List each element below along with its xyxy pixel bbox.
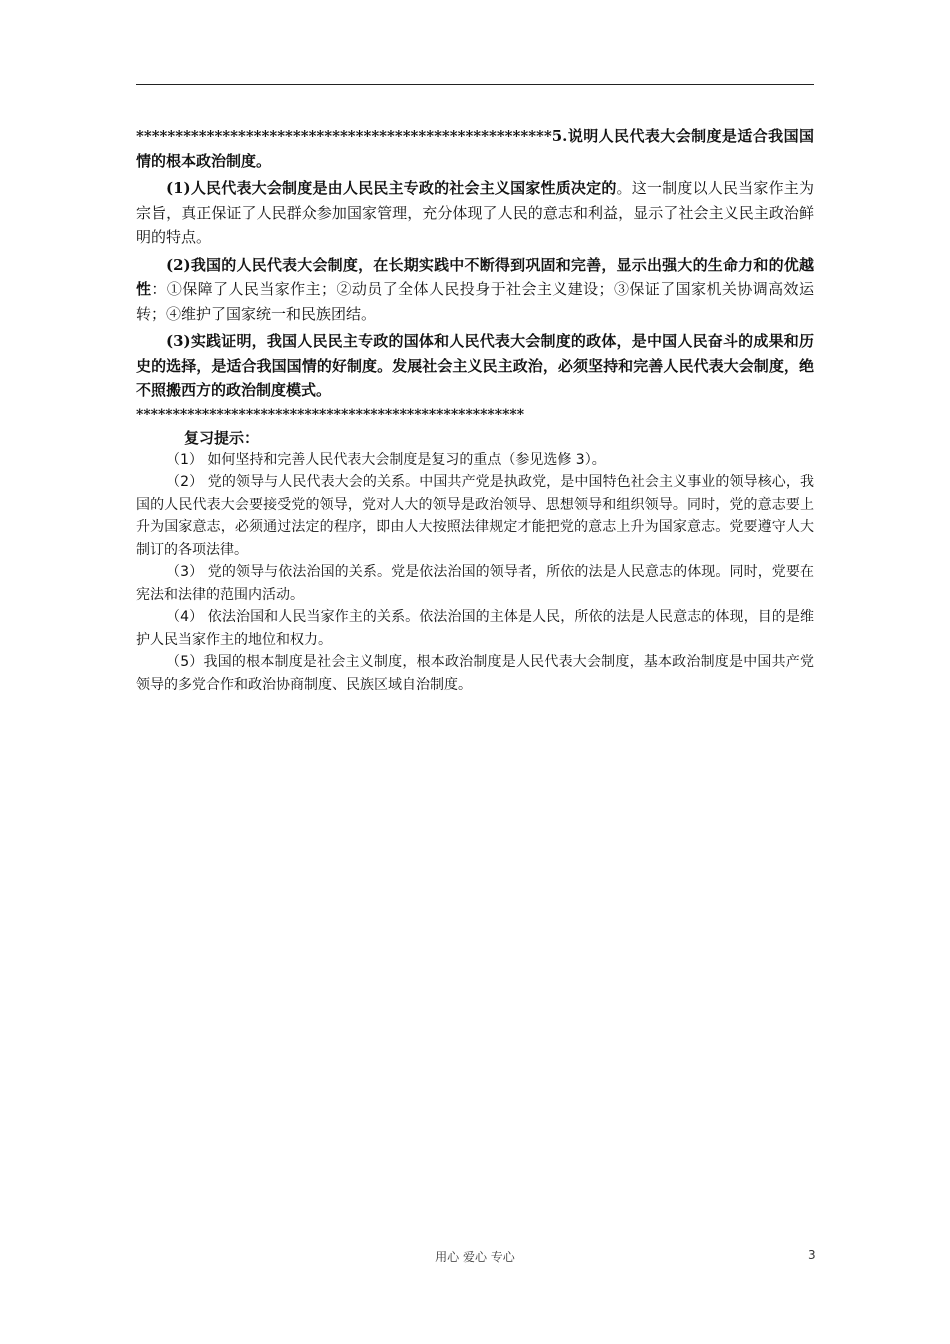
header-rule (136, 84, 814, 85)
review-item-2: （2） 党的领导与人民代表大会的关系。中国共产党是执政党，是中国特色社会主义事业的领导核心，我国的人民代表大会要接受党的领导，党对人大的领导是政治领导、思想领导和组织领导。同时，党的意志要上升为国家意志，必须通过法定的程序，即由人大按照法律规定才能把党的意志上升为国家意志。党要遵守人大制订的各项法律。 (136, 474, 814, 558)
heading-text: 5.说明人民代表大会制度是适合我国国情的根本政治制度。 (136, 127, 814, 170)
paragraph-1-bold: (1)人民代表大会制度是由人民民主专政的社会主义国家性质决定的 (166, 179, 617, 197)
page-number: 3 (808, 1248, 816, 1262)
paragraph-2 (136, 253, 814, 327)
paragraph-1-rest: 。这一制度以人民当家作主为宗旨，真正保证了人民群众参加国家管理，充分体现了人民的意志和利益，显示了社会主义民主政治鲜明的特点。 (136, 179, 814, 246)
footer-text: 用心 爱心 专心 (435, 1250, 515, 1264)
paragraph-1 (136, 176, 814, 250)
page-content (136, 124, 814, 696)
review-item-4: （4） 依法治国和人民当家作主的关系。依法治国的主体是人民，所依的法是人民意志的体现，目的是维护人民当家作主的地位和权力。 (136, 609, 814, 648)
closing-stars: ***************************************************** (136, 406, 525, 423)
paragraph-3: (3)实践证明，我国人民民主专政的国体和人民代表大会制度的政体，是中国人民奋斗的成果和历史的选择，是适合我国国情的好制度。发展社会主义民主政治，必须坚持和完善人民代表大会制度，绝不照搬西方的政治制度模式。 (136, 332, 814, 399)
heading-stars: ***************************************************** (136, 127, 552, 145)
review-item-5: （5）我国的根本制度是社会主义制度，根本政治制度是人民代表大会制度，基本政治制度是中国共产党领导的多党合作和政治协商制度、民族区域自治制度。 (136, 654, 814, 693)
review-item-3: （3） 党的领导与依法治国的关系。党是依法治国的领导者，所依的法是人民意志的体现。同时，党要在宪法和法律的范围内活动。 (136, 564, 814, 603)
review-item-1: （1） 如何坚持和完善人民代表大会制度是复习的重点（参见选修 3）。 (166, 451, 606, 468)
section-heading (136, 124, 814, 173)
review-title: 复习提示： (184, 428, 260, 447)
paragraph-2-rest: ：①保障了人民当家作主；②动员了全体人民投身于社会主义建设；③保证了国家机关协调高效运转；④维护了国家统一和民族团结。 (136, 280, 814, 323)
review-tips (136, 427, 814, 697)
paragraph-2-bold: (2)我国的人民代表大会制度，在长期实践中不断得到巩固和完善，显示出强大的生命力和的优越性 (136, 255, 814, 298)
